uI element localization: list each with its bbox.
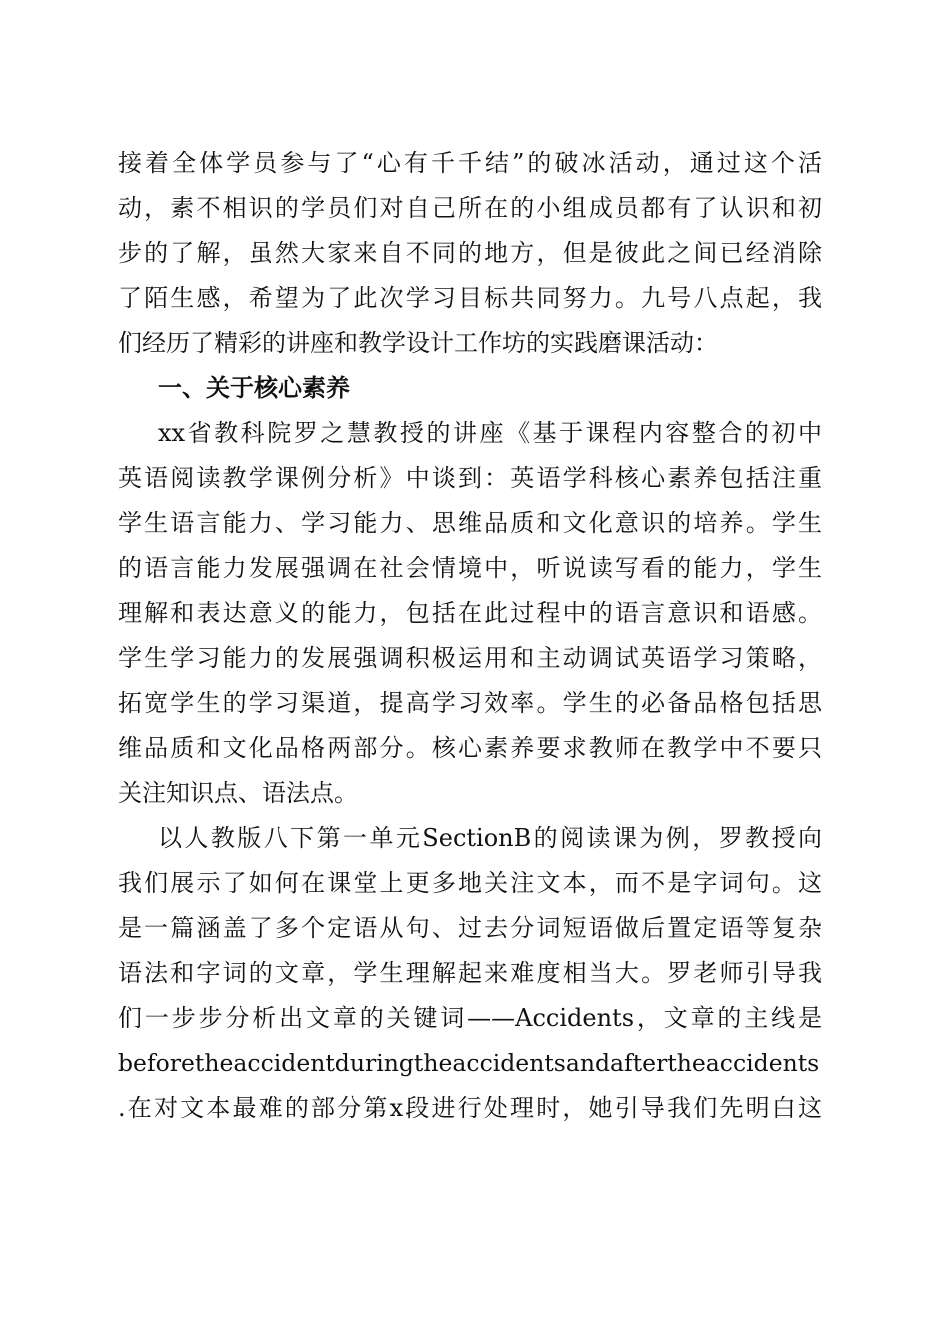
- paragraph-line: 接着全体学员参与了“心有千千结”的破冰活动，通过这个活: [118, 149, 822, 177]
- paragraph-line: 英语阅读教学课例分析》中谈到：英语学科核心素养包括注重: [118, 464, 822, 492]
- paragraph-line: 理解和表达意义的能力，包括在此过程中的语言意识和语感。: [118, 599, 822, 627]
- paragraph-line: 我们展示了如何在课堂上更多地关注文本，而不是字词句。这: [118, 869, 822, 897]
- paragraph-reading-lesson: [118, 819, 822, 1134]
- paragraph-line: 学生学习能力的发展强调积极运用和主动调试英语学习策略，: [118, 644, 822, 672]
- paragraph-line: 动，素不相识的学员们对自己所在的小组成员都有了认识和初: [118, 194, 822, 222]
- section-heading: 一、关于核心素养: [158, 374, 350, 402]
- paragraph-line: 是一篇涵盖了多个定语从句、过去分词短语做后置定语等复杂: [118, 914, 822, 942]
- paragraph-line: 们一步步分析出文章的关键词——Accidents，文章的主线是: [118, 1004, 822, 1032]
- paragraph-line: 的语言能力发展强调在社会情境中，听说读写看的能力，学生: [118, 554, 822, 582]
- paragraph-icebreaker: [118, 144, 822, 369]
- paragraph-line: 步的了解，虽然大家来自不同的地方，但是彼此之间已经消除: [118, 239, 822, 267]
- paragraph-line: xx省教科院罗之慧教授的讲座《基于课程内容整合的初中: [158, 419, 822, 447]
- paragraph-line: .在对文本最难的部分第x段进行处理时，她引导我们先明白这: [118, 1094, 822, 1122]
- paragraph-core-literacy: [118, 414, 822, 819]
- paragraph-line: 拓宽学生的学习渠道，提高学习效率。学生的必备品格包括思: [118, 689, 822, 717]
- document-body: [118, 144, 822, 1134]
- paragraph-line: 维品质和文化品格两部分。核心素养要求教师在教学中不要只: [118, 734, 822, 762]
- paragraph-line: 以人教版八下第一单元SectionB的阅读课为例，罗教授向: [158, 824, 822, 852]
- paragraph-line: 关注知识点、语法点。: [118, 779, 358, 807]
- paragraph-line: beforetheaccidentduringtheaccidentsandaftertheaccidents: [118, 1049, 820, 1077]
- paragraph-line: 语法和字词的文章，学生理解起来难度相当大。罗老师引导我: [118, 959, 822, 987]
- paragraph-line: 学生语言能力、学习能力、思维品质和文化意识的培养。学生: [118, 509, 822, 537]
- paragraph-line: 了陌生感，希望为了此次学习目标共同努力。九号八点起，我: [118, 284, 822, 312]
- paragraph-line: 们经历了精彩的讲座和教学设计工作坊的实践磨课活动：: [118, 329, 718, 357]
